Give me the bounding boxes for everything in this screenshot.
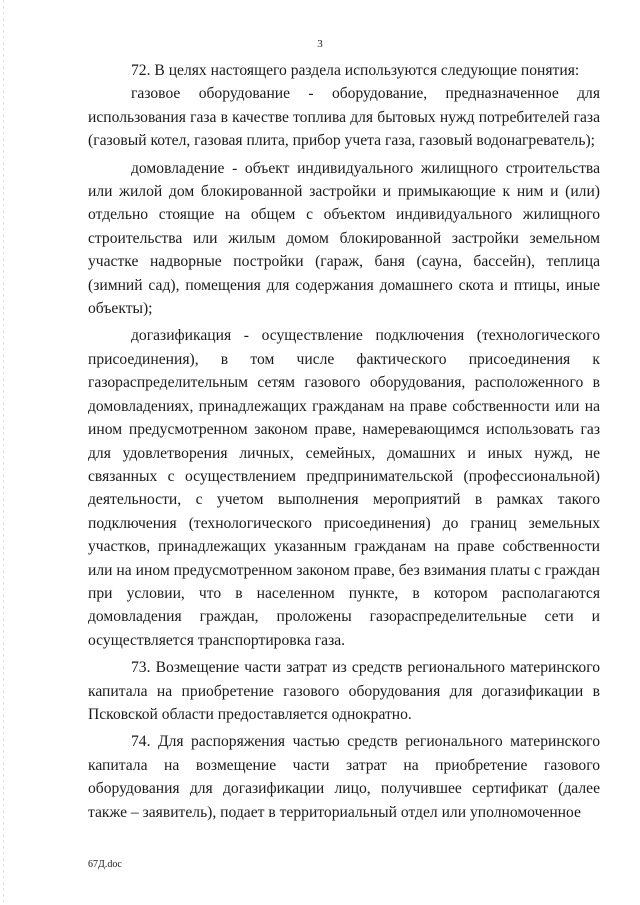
page-number: 3 bbox=[317, 38, 323, 50]
document-body bbox=[88, 59, 600, 824]
definition-household: домовладение - объект индивидуального жилищного строительства или жилой дом блокированной застройки и примыкающие к ним и (или) отдельно стоящие на общем с объектом индивидуального жилищного строительства или жилым домом блокированной застройки земельном участке надворные постройки (гараж, баня (сауна, бассейн), теплица (зимний сад), помещения для содержания домашнего скота и птицы, иные объекты); bbox=[88, 159, 600, 318]
paragraph-73: 73. Возмещение части затрат из средств регионального материнского капитала на приобретение газового оборудования для догазификации в Псковской области предоставляется однократно. bbox=[88, 659, 600, 723]
footer-filename: 67Д.doc bbox=[88, 859, 122, 870]
paragraph-74: 74. Для распоряжения частью средств регионального материнского капитала на возмещение части затрат на приобретение газового оборудования для догазификации лицо, получившее сертификат (далее также – заявитель), подает в территориальный отдел или уполномоченное bbox=[88, 733, 600, 821]
definition-gas-equipment: газовое оборудование - оборудование, предназначенное для использования газа в качестве топлива для бытовых нужд потребителей газа (газовый котел, газовая плита, прибор учета газа, газовый водонагреватель); bbox=[88, 85, 600, 150]
definition-additional-gasification: догазификация - осуществление подключения (технологического присоединения), в том числе фактического присоединения к газораспределительным сетям газового оборудования, расположенного в домовладениях, принадлежащих гражданам на праве собственности или на ином предусмотренном законом праве, намеревающимся использовать газ для удовлетворения личных, семейных, домашних и иных нужд, не связанных с осуществлением предпринимательской (профессиональной) деятельности, с учетом выполнения мероприятий в рамках такого подключения (технологического присоединения) до границ земельных участков, принадлежащих указанным гражданам на праве собственности или на ином предусмотренном законом праве, без взимания платы с граждан при условии, что в населенном пункте, в котором располагаются домовладения граждан, проложены газораспределительные сети и осуществляется транспортировка газа. bbox=[88, 327, 600, 649]
paragraph-72-intro: 72. В целях настоящего раздела используются следующие понятия: bbox=[131, 62, 580, 79]
scan-edge-marks bbox=[3, 0, 4, 905]
